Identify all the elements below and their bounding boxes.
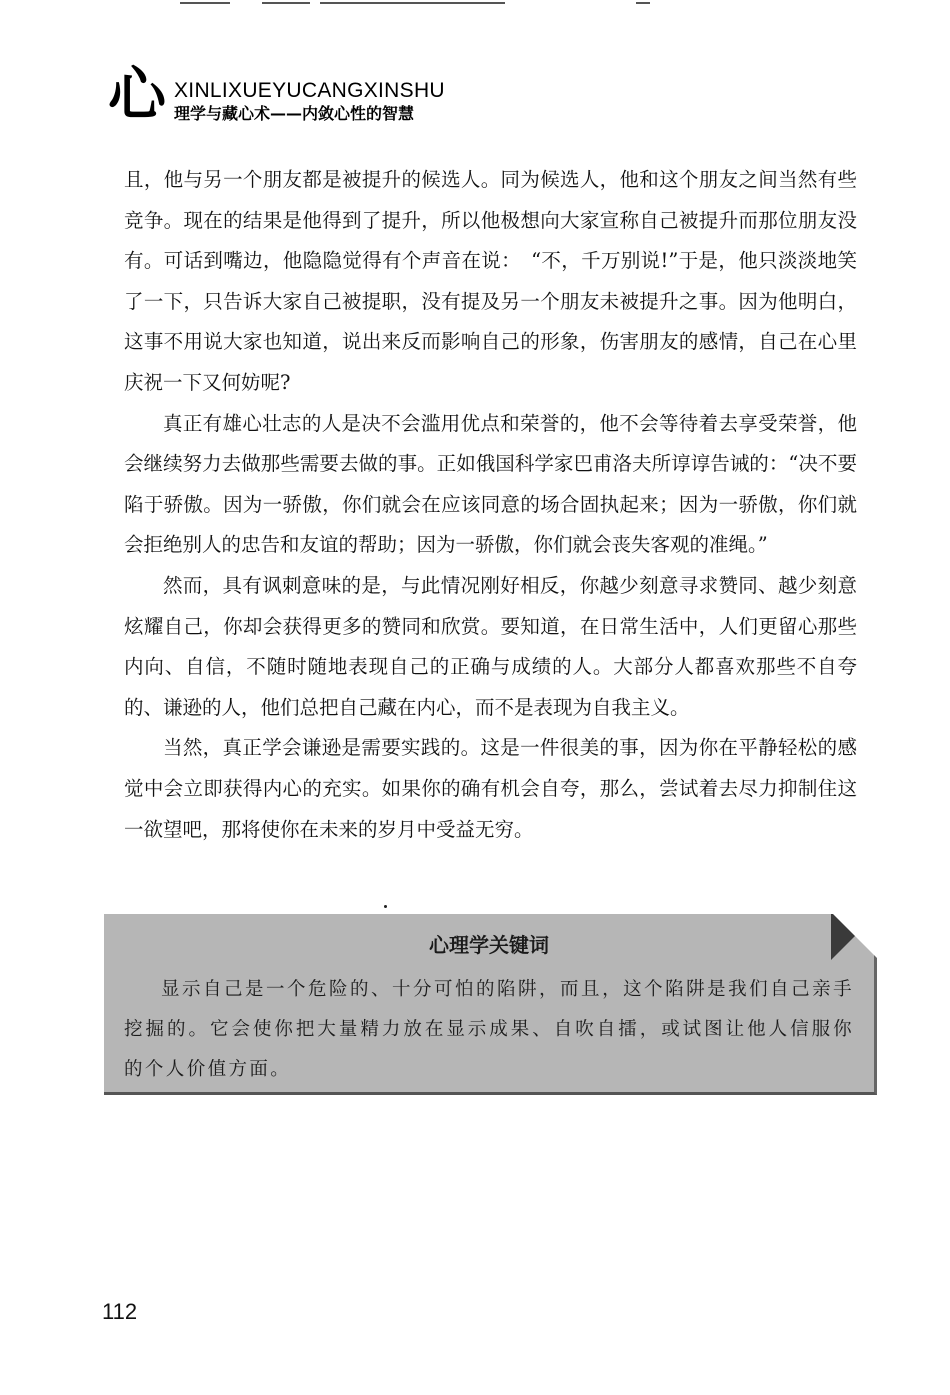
header-subtitle: 理学与藏心术——内敛心性的智慧 [174,104,415,123]
running-header [108,60,528,128]
paragraph-3: 然而，具有讽刺意味的是，与此情况刚好相反，你越少刻意寻求赞同、越少刻意炫耀自己，你却会获得更多的赞同和欣赏。要知道，在日常生活中，人们更留心那些内向、自信，不随时随地表现自己的正确与成绩的人。大部分人都喜欢那些不自夸的、谦逊的人，他们总把自己藏在内心，而不是表现为自我主义。 [124,573,857,719]
paragraph-2: 真正有雄心壮志的人是决不会滥用优点和荣誉的，他不会等待着去享受荣誉，他会继续努力去做那些需要去做的事。正如俄国科学家巴甫洛夫所谆谆告诫的：“决不要陷于骄傲。因为一骄傲，你们就会在应该同意的场合固执起来；因为一骄傲，你们就会拒绝别人的忠告和友谊的帮助；因为一骄傲，你们就会丧失客观的准绳。” [124,411,857,557]
header-pinyin: XINLIXUEYUCANGXINSHU [174,79,445,102]
keyword-box-body: 显示自己是一个危险的、十分可怕的陷阱，而且，这个陷阱是我们自己亲手挖掘的。它会使你把大量精力放在显示成果、自吹自擂，或试图让他人信服你的个人价值方面。 [124,979,854,1080]
paragraph-4: 当然，真正学会谦逊是需要实践的。这是一件很美的事，因为你在平静轻松的感觉中会立即获得内心的充实。如果你的确有机会自夸，那么，尝试着去尽力抑制住这一欲望吧，那将使你在未来的岁月中受益无穷。 [124,736,857,841]
scan-artifact-line [320,2,505,4]
keyword-box-title: 心理学关键词 [429,933,549,957]
page-number: 112 [102,1299,138,1324]
scan-artifact-line [636,2,650,4]
paragraph-1: 且，他与另一个朋友都是被提升的候选人。同为候选人，他和这个朋友之间当然有些竞争。现在的结果是他得到了提升，所以他极想向大家宣称自己被提升而那位朋友没有。可话到嘴边，他隐隐觉得有个声音在说： “不，千万别说!”于是，他只淡淡地笑了一下，只告诉大家自己被提职，没有提及另一个朋友未被提升之事。因为他明白，这事不用说大家也知道，说出来反而影响自己的形象，伤害朋友的感情，自己在心里庆祝一下又何妨呢? [124,168,857,394]
header-logo-char: 心 [108,60,167,128]
body-text [124,160,857,850]
scan-speck [384,905,387,908]
scan-artifact-line [180,2,230,4]
scan-artifact-line [262,2,310,4]
keyword-box [104,914,877,1095]
